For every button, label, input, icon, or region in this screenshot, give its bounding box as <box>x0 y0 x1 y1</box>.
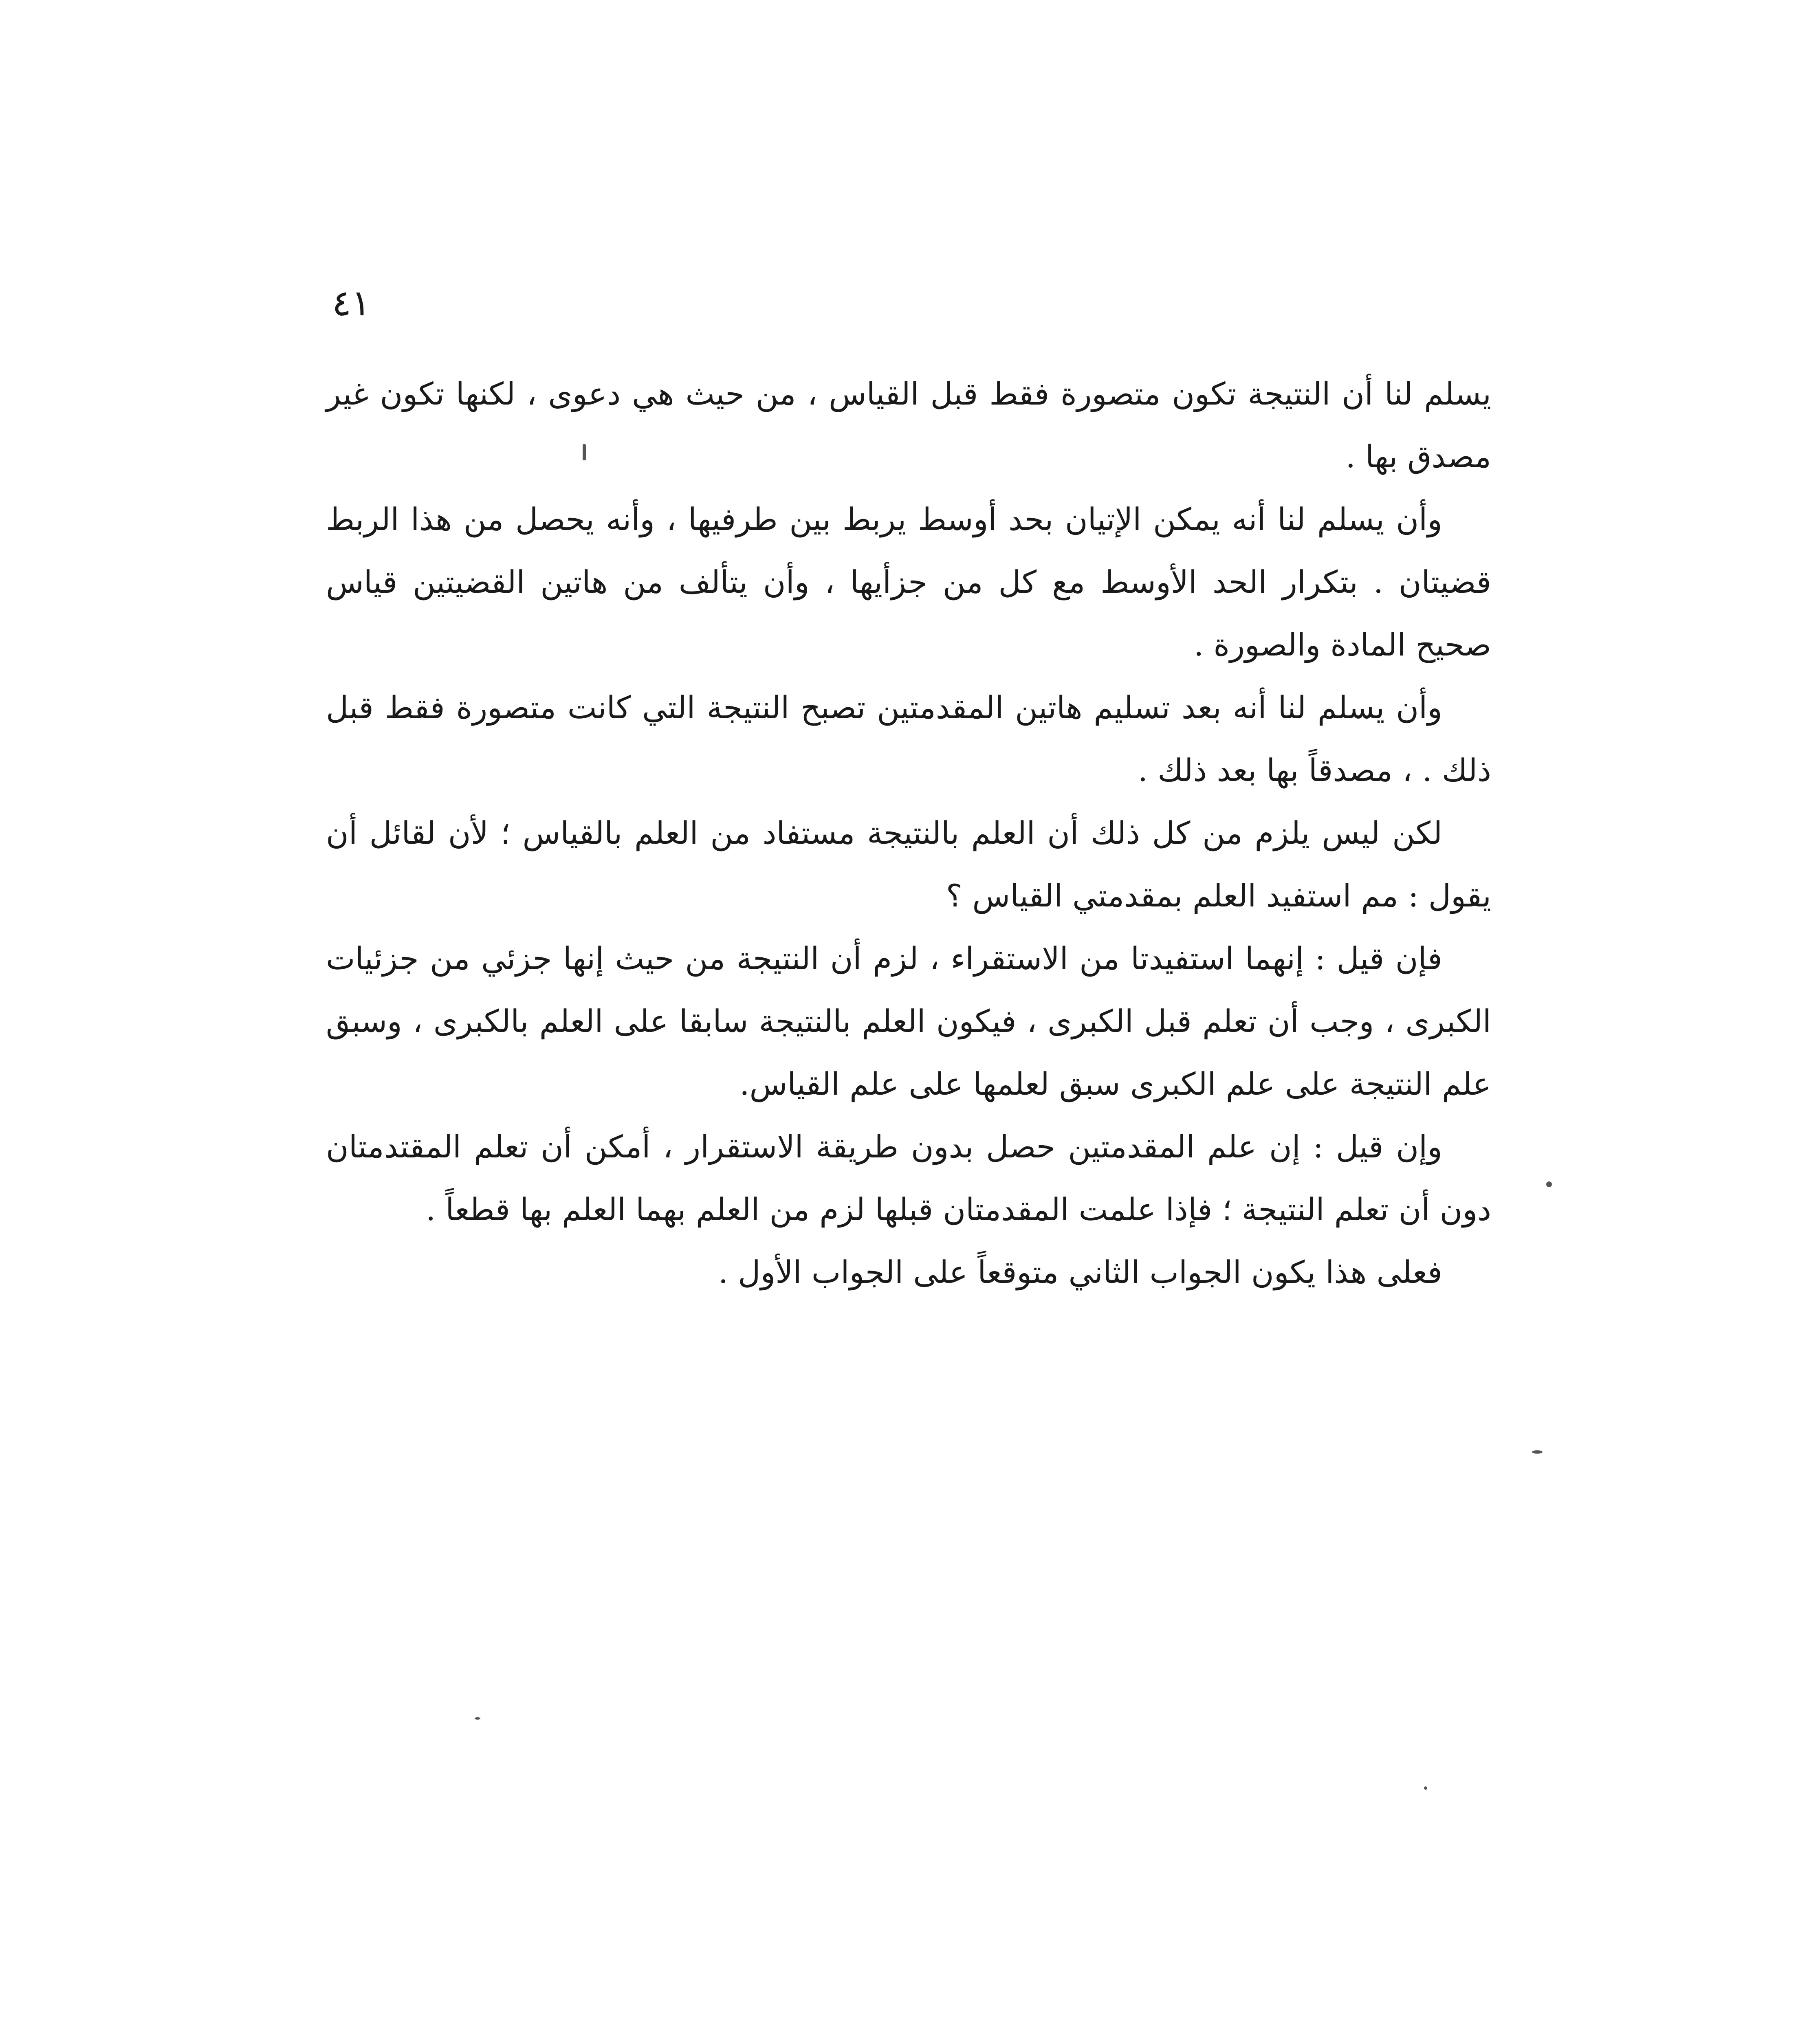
scan-speck <box>1532 1450 1543 1454</box>
body-text <box>326 363 1491 1304</box>
page-number: ٤١ <box>332 282 371 324</box>
paragraph: فعلى هذا يكون الجواب الثاني متوقعاً على الجواب الأول . <box>718 1254 1442 1290</box>
paragraph: وإن قيل : إن علم المقدمتين حصل بدون طريقة الاستقرار ، أمكن أن تعلم المقتدمتان دون أن تعلم النتيجة ؛ فإذا علمت المقدمتان قبلها لزم من العلم بهما العلم بها قطعاً . <box>326 1128 1491 1227</box>
paragraph: وأن يسلم لنا أنه يمكن الإتيان بحد أوسط يربط بين طرفيها ، وأنه يحصل من هذا الربط قضيتان . بتكرار الحد الأوسط مع كل من جزأيها ، وأن يتألف من هاتين القضيتين قياس صحيح المادة والصورة . <box>326 501 1491 663</box>
paragraph: فإن قيل : إنهما استفيدتا من الاستقراء ، لزم أن النتيجة من حيث إنها جزئي من جزئيات الكبرى ، وجب أن تعلم قبل الكبرى ، فيكون العلم بالنتيجة سابقا على العلم بالكبرى ، وسبق علم النتيجة على علم الكبرى سبق لعلمها على علم القياس. <box>326 940 1491 1102</box>
paragraph: يسلم لنا أن النتيجة تكون متصورة فقط قبل القياس ، من حيث هي دعوى ، لكنها تكون غير مصدق بها . <box>326 376 1491 475</box>
scan-speck <box>1546 1181 1552 1187</box>
paragraph: وأن يسلم لنا أنه بعد تسليم هاتين المقدمتين تصبح النتيجة التي كانت متصورة فقط قبل ذلك . ، مصدقاً بها بعد ذلك . <box>326 689 1491 788</box>
paragraph: لكن ليس يلزم من كل ذلك أن العلم بالنتيجة مستفاد من العلم بالقياس ؛ لأن لقائل أن يقول : مم استفيد العلم بمقدمتي القياس ؟ <box>326 815 1491 914</box>
scan-speck <box>475 1717 480 1720</box>
scan-speck <box>1424 1786 1427 1790</box>
scan-speck <box>583 444 586 460</box>
